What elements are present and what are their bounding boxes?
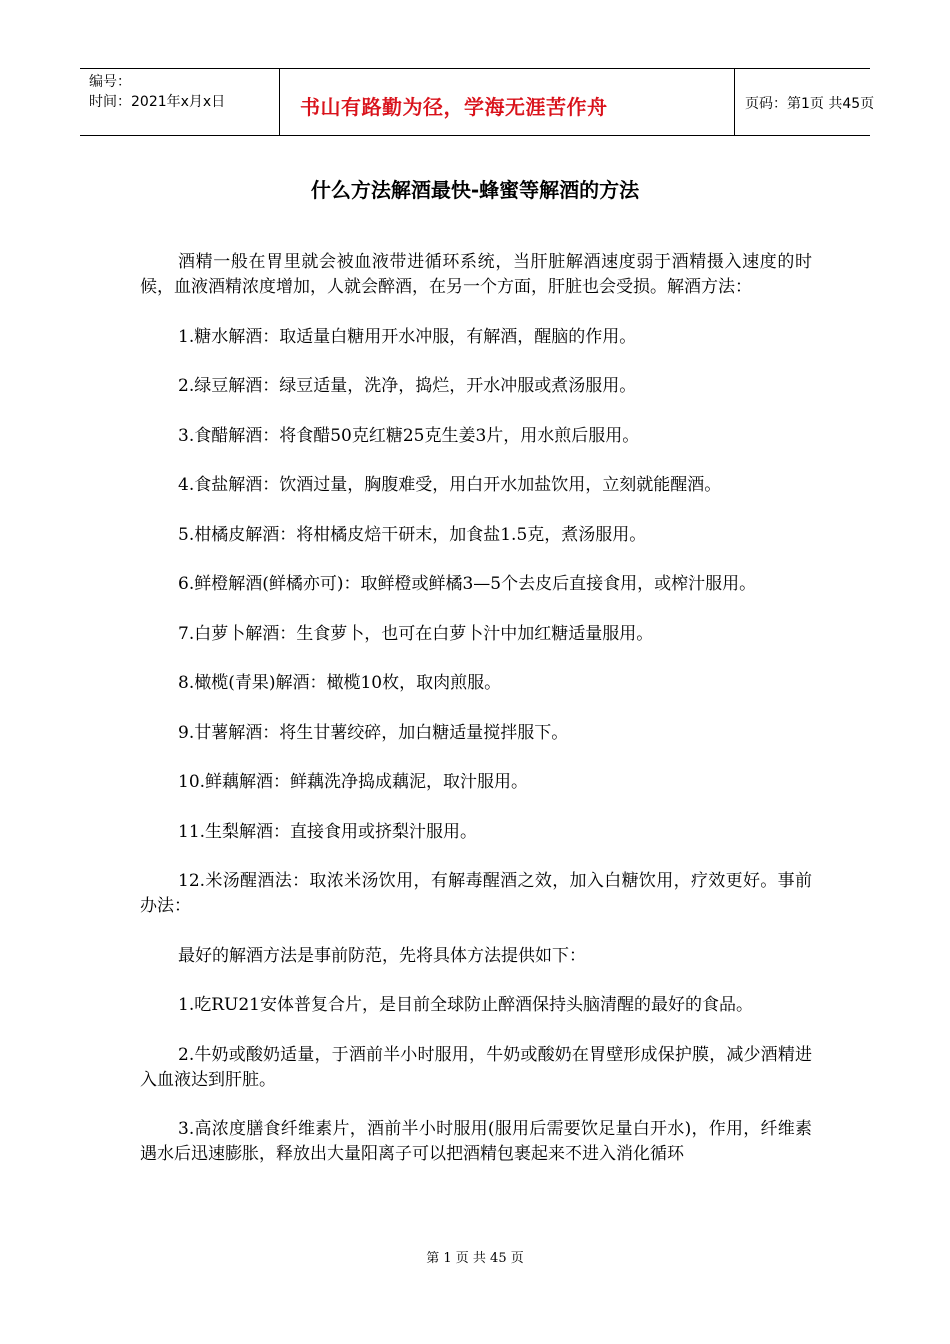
paragraph: 9.甘薯解酒：将生甘薯绞碎，加白糖适量搅拌服下。 xyxy=(178,722,569,743)
paragraph: 2.牛奶或酸奶适量，于酒前半小时服用，牛奶或酸奶在胃壁形成保护膜，减少酒精进入血液达到肝脏。 xyxy=(140,1044,812,1090)
header-page-code: 页码：第1页 共45页 xyxy=(745,96,875,112)
paragraph: 1.糖水解酒：取适量白糖用开水冲服，有解酒，醒脑的作用。 xyxy=(178,326,637,347)
paragraph: 7.白萝卜解酒：生食萝卜，也可在白萝卜汁中加红糖适量服用。 xyxy=(178,623,654,644)
paragraph: 8.橄榄(青果)解酒：橄榄10枚，取肉煎服。 xyxy=(178,673,502,693)
paragraph: 3.食醋解酒：将食醋50克红糖25克生姜3片，用水煎后服用。 xyxy=(178,425,640,446)
paragraph: 11.生梨解酒：直接食用或挤梨汁服用。 xyxy=(178,821,478,842)
paragraph: 6.鲜橙解酒(鲜橘亦可)：取鲜橙或鲜橘3—5个去皮后直接食用，或榨汁服用。 xyxy=(178,574,757,594)
paragraph: 5.柑橘皮解酒：将柑橘皮焙干研末，加食盐1.5克，煮汤服用。 xyxy=(178,524,647,545)
paragraph: 10.鲜藕解酒：鲜藕洗净捣成藕泥，取汁服用。 xyxy=(178,772,529,792)
page-header xyxy=(80,68,875,136)
page-footer: 第 1 页 共 45 页 xyxy=(426,1251,524,1266)
paragraph: 2.绿豆解酒：绿豆适量，洗净，捣烂，开水冲服或煮汤服用。 xyxy=(178,376,637,396)
paragraph: 3.高浓度膳食纤维素片，酒前半小时服用(服用后需要饮足量白开水)，作用，纤维素遇水后迅速膨胀，释放出大量阳离子可以把酒精包裹起来不进入消化循环 xyxy=(140,1119,812,1164)
date-label: 时间：2021年x月x日 xyxy=(89,94,226,110)
document-body xyxy=(140,250,812,1192)
header-motto: 书山有路勤为径，学海无涯苦作舟 xyxy=(300,95,608,119)
paragraph: 12.米汤醒酒法：取浓米汤饮用，有解毒醒酒之效，加入白糖饮用，疗效更好。事前办法： xyxy=(140,871,812,916)
paragraph: 4.食盐解酒：饮酒过量，胸腹难受，用白开水加盐饮用，立刻就能醒酒。 xyxy=(178,475,722,495)
document-title: 什么方法解酒最快-蜂蜜等解酒的方法 xyxy=(310,178,640,202)
paragraph: 1.吃RU21安体普复合片，是目前全球防止醉酒保持头脑清醒的最好的食品。 xyxy=(178,995,753,1015)
paragraph: 最好的解酒方法是事前防范，先将具体方法提供如下： xyxy=(178,945,586,966)
paragraph: 酒精一般在胃里就会被血液带进循环系统，当肝脏解酒速度弱于酒精摄入速度的时候，血液酒精浓度增加，人就会醉酒，在另一个方面，肝脏也会受损。解酒方法： xyxy=(140,252,812,297)
header-motto-cell xyxy=(280,69,735,135)
serial-number-label: 编号： xyxy=(89,74,131,90)
header-meta xyxy=(80,69,280,135)
